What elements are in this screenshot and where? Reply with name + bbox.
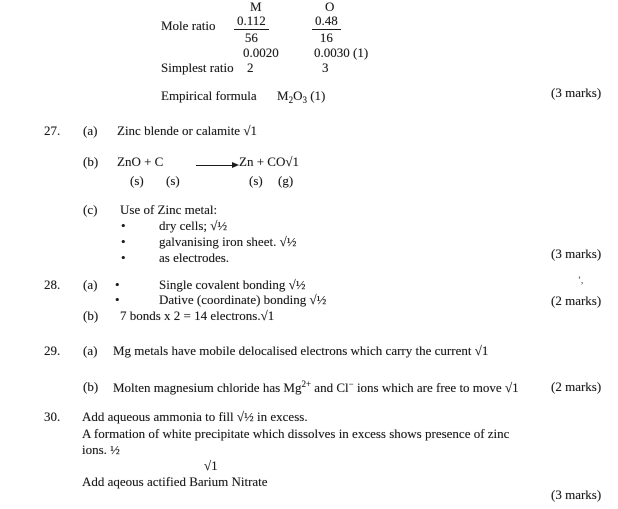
question-number-29: 29. (44, 343, 61, 358)
fraction-m-denominator: 56 (244, 29, 258, 45)
q30-line-2: A formation of white precipitate which dissolves in excess shows presence of zinc (82, 426, 510, 441)
bullet-marker: • (121, 218, 126, 233)
bullet-marker: • (115, 292, 120, 307)
marks-label: (3 marks) (551, 487, 602, 502)
simplest-ratio-m: 2 (247, 60, 254, 75)
q27-c-bullet-text: as electrodes. (159, 250, 230, 265)
q30-line-4: Add aqeous actified Barium Nitrate (82, 474, 268, 489)
cl-ion-charge: − (348, 379, 354, 389)
q27-equation-rhs: Zn + CO√1 (239, 154, 299, 169)
mole-value-o: 0.0030 (1) (314, 45, 369, 60)
empirical-m: M (277, 88, 289, 103)
q27-part-b-label: (b) (83, 154, 99, 169)
q29-b-text-segment: Molten magnesium chloride has Mg (113, 380, 302, 395)
mole-ratio-label: Mole ratio (161, 18, 216, 33)
bullet-marker: • (115, 277, 120, 292)
q29-b-text-segment: and Cl (311, 380, 349, 395)
q29-part-a-text: Mg metals have mobile delocalised electrons which carry the current √1 (113, 343, 489, 358)
fraction-m (234, 14, 269, 44)
mg-ion-charge: 2+ (301, 379, 312, 389)
fraction-o-numerator: 0.48 (312, 14, 341, 30)
q28-a-bullet-text: Dative (coordinate) bonding √½ (159, 292, 327, 307)
question-number-27: 27. (44, 123, 61, 138)
q30-line-3: ions. ½ (82, 442, 120, 457)
q30-line-1: Add aqueous ammonia to fill √½ in excess. (82, 409, 308, 424)
marks-label: (3 marks) (551, 85, 602, 100)
mole-value-m: 0.0020 (243, 45, 279, 60)
empirical-o-subscript: 3 (302, 95, 307, 105)
reaction-arrow-icon (196, 165, 237, 166)
q29-b-text-segment: ions which are free to move √1 (353, 380, 519, 395)
q27-state-symbol: (s) (166, 173, 180, 188)
q27-c-bullet-text: dry cells; √½ (159, 218, 228, 233)
empirical-o: O (293, 88, 303, 103)
q29-part-a-label: (a) (83, 343, 98, 358)
marks-label: (2 marks) (551, 293, 602, 308)
q28-a-bullet-text: Single covalent bonding √½ (159, 277, 306, 292)
simplest-ratio-o: 3 (322, 60, 329, 75)
q27-state-symbol: (s) (249, 173, 263, 188)
marks-label: (3 marks) (551, 246, 602, 261)
bullet-marker: • (121, 234, 126, 249)
q27-state-symbol: (s) (130, 173, 144, 188)
empirical-m-subscript: 2 (288, 95, 294, 105)
q28-part-a-label: (a) (83, 277, 98, 292)
q27-part-c-label: (c) (83, 202, 98, 217)
q27-state-symbol: (g) (278, 173, 294, 188)
q27-equation-lhs: ZnO + C (117, 154, 164, 169)
q28-part-b-label: (b) (83, 308, 99, 323)
q27-part-a-text: Zinc blende or calamite √1 (117, 123, 257, 138)
q28-part-b-text: 7 bonds x 2 = 14 electrons.√1 (120, 308, 275, 323)
question-number-30: 30. (44, 409, 61, 424)
empirical-formula-label: Empirical formula (161, 88, 257, 103)
simplest-ratio-label: Simplest ratio (161, 60, 234, 75)
empirical-mark: (1) (306, 88, 326, 103)
question-number-28: 28. (44, 277, 61, 292)
column-header-m: M (250, 0, 262, 14)
column-header-o: O (325, 0, 335, 14)
empirical-formula-value (277, 89, 325, 106)
q27-c-bullet-text: galvanising iron sheet. √½ (159, 234, 297, 249)
fraction-m-numerator: 0.112 (234, 14, 269, 30)
q30-tick-mark: √1 (204, 458, 218, 473)
bullet-marker: • (121, 250, 126, 265)
q27-part-c-heading: Use of Zinc metal: (120, 202, 218, 217)
q29-part-b-text (113, 380, 519, 395)
fraction-o (312, 14, 341, 44)
q27-part-a-label: (a) (83, 123, 98, 138)
fraction-o-denominator: 16 (319, 29, 333, 45)
q29-part-b-label: (b) (83, 379, 99, 394)
scan-artifact-mark: ’, (578, 275, 584, 285)
marks-label: (2 marks) (551, 379, 602, 394)
